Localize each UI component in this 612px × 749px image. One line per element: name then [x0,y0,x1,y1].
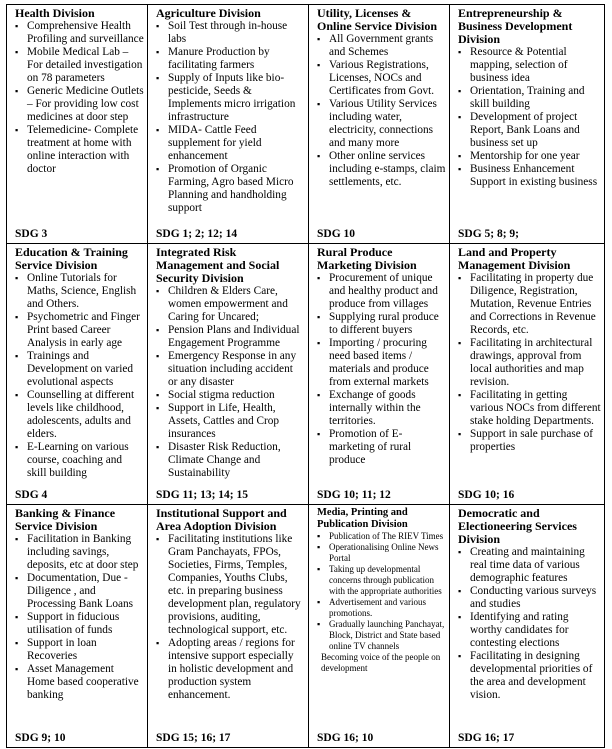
service-item: ▪ Support in fiducious utilisation of funds [27,611,144,637]
service-item: ▪ Supply of Inputs like bio-pesticide, Seeds & Implements micro irrigation infrastructure [168,72,305,124]
service-item: ▪ All Government grants and Schemes [329,33,446,59]
service-item: ▪ MIDA- Cattle Feed supplement for yield enhancement [168,124,305,163]
service-list [156,20,305,215]
service-item: ▪ Children & Elders Care, women empowerment and Caring for Uncared; [168,285,305,324]
service-item: ▪ Psychometric and Finger Print based Career Analysis in early age [27,311,144,350]
service-item: ▪ Importing / procuring need based items / materials and produce from external markets [329,337,446,389]
service-item: ▪ Facilitating in architectural drawings, approval from local authorities and map revision. [470,337,601,389]
sdg-label: SDG 3 [15,228,48,240]
division-cell-utility [309,5,450,244]
service-item: ▪ Gradually launching Panchayat, Block, District and State based online TV channels [329,619,446,652]
service-item: ▪ Taking up developmental concerns through publication with the appropriate authorities [329,564,446,597]
service-item: ▪ Generic Medicine Outlets – For providing low cost medicines at door step [27,85,144,124]
division-title: Agriculture Division [156,6,261,20]
table-row [7,5,605,244]
division-cell-democratic [450,505,605,748]
division-title: Democratic and Electioneering Services Division [458,506,577,546]
service-item: ▪ Operationalising Online News Portal [329,542,446,564]
service-item: ▪ Disaster Risk Reduction, Climate Change and Sustainability [168,441,305,480]
service-item: ▪ Resource & Potential mapping, selection of business idea [470,46,601,85]
service-list [156,285,305,480]
service-list [156,533,305,702]
service-item: ▪ Development of project Report, Bank Loans and business set up [470,111,601,150]
division-title: Banking & Finance Service Division [15,506,116,533]
service-list [15,272,144,480]
service-item: ▪ Facilitating in getting various NOCs from different stake holding Departments. [470,389,601,428]
division-cell-education [7,244,148,505]
service-item: ▪ Soil Test through in-house labs [168,20,305,46]
service-list [458,46,601,189]
service-list [458,272,601,454]
service-item: ▪ Trainings and Development on varied evolutional aspects [27,350,144,389]
service-list [458,546,601,702]
service-item: ▪ Various Utility Services including water, electricity, connections and many more [329,98,446,150]
sdg-label: SDG 15; 16; 17 [156,732,231,744]
sdg-label: SDG 16; 17 [458,732,515,744]
service-item: ▪ Comprehensive Health Profiling and surveillance [27,20,144,46]
division-title: Land and Property Management Division [458,245,571,272]
service-list [317,272,446,467]
division-title: Health Division [15,6,95,20]
service-item: ▪ Pension Plans and Individual Engagement Programme [168,324,305,350]
service-item: ▪ Online Tutorials for Maths, Science, English and Others. [27,272,144,311]
service-item: ▪ Other online services including e-stamps, claim settlements, etc. [329,150,446,189]
service-item: ▪ Support in loan Recoveries [27,637,144,663]
sdg-label: SDG 9; 10 [15,732,66,744]
service-item: ▪ Support in Life, Health, Assets, Cattles and Crop insurances [168,402,305,441]
service-item: ▪ Counselling at different levels like childhood, adolescents, adults and elders. [27,389,144,441]
note-text: Becoming voice of the people on development [321,652,441,673]
table-row [7,505,605,748]
service-item: ▪ Creating and maintaining real time data of various demographic features [470,546,601,585]
service-item: ▪ Facilitating in property due Diligence, Registration, Mutation, Revenue Entries and Corrections in Revenue Records, etc. [470,272,601,337]
sdg-label: SDG 11; 13; 14; 15 [156,489,248,501]
service-item: ▪ Emergency Response in any situation including accident or any disaster [168,350,305,389]
divisions-table [6,4,605,748]
service-item: ▪ Various Registrations, Licenses, NOCs and Certificates from Govt. [329,59,446,98]
service-list [15,20,144,176]
division-cell-media [309,505,450,748]
service-item: ▪ Facilitating in designing developmental priorities of the area and development vision. [470,650,601,702]
division-cell-entrepreneurship [450,5,605,244]
division-title: Rural Produce Marketing Division [317,245,417,272]
service-item: ▪ Advertisement and various promotions. [329,597,446,619]
service-item: ▪ Promotion of Organic Farming, Agro based Micro Planning and handholding support [168,163,305,215]
sdg-label: SDG 10; 16 [458,489,515,501]
service-item: ▪ Manure Production by facilitating farmers [168,46,305,72]
table-row [7,244,605,505]
sdg-label: SDG 1; 2; 12; 14 [156,228,238,240]
division-title: Integrated Risk Management and Social Security Division [156,245,280,285]
divisions-document [6,4,604,744]
service-item: ▪ Procurement of unique and healthy product and produce from villages [329,272,446,311]
division-cell-health [7,5,148,244]
service-item: ▪ Asset Management Home based cooperative banking [27,663,144,702]
service-item: ▪ Mobile Medical Lab – For detailed investigation on 78 parameters [27,46,144,85]
service-list [317,531,446,652]
service-item: ▪ Social stigma reduction [168,389,305,402]
division-cell-banking [7,505,148,748]
division-title: Education & Training Service Division [15,245,128,272]
service-item: ▪ Orientation, Training and skill building [470,85,601,111]
service-item: ▪ Mentorship for one year [470,150,601,163]
service-list [317,33,446,189]
service-item: ▪ E-Learning on various course, coaching and skill building [27,441,144,480]
sdg-label: SDG 16; 10 [317,732,374,744]
division-cell-rural-marketing [309,244,450,505]
division-title: Entrepreneurship & Business Development Division [458,6,573,46]
service-item: ▪ Publication of The RIEV Times [329,531,446,542]
service-item: ▪ Facilitating institutions like Gram Panchayats, FPOs, Societies, Firms, Temples, Companies, Youths Clubs, etc. in preparing business development plan, regulatory provisions, auditing, technological support, etc. [168,533,305,637]
division-cell-risk-management [148,244,309,505]
division-cell-agriculture [148,5,309,244]
division-cell-land-property [450,244,605,505]
division-title: Media, Printing and Publication Division [317,507,408,530]
service-item: ▪ Adopting areas / regions for intensive support especially in holistic development and production system enhancement. [168,637,305,702]
division-title: Utility, Licenses & Online Service Division [317,6,437,33]
service-item: ▪ Business Enhancement Support in existing business [470,163,601,189]
service-item: ▪ Exchange of goods internally within the territories. [329,389,446,428]
sdg-label: SDG 10 [317,228,356,240]
sdg-label: SDG 5; 8; 9; [458,228,520,240]
service-item: ▪ Facilitation in Banking including savings, deposits, etc at door step [27,533,144,572]
sdg-label: SDG 4 [15,489,48,501]
division-cell-institutional [148,505,309,748]
service-item: ▪ Identifying and rating worthy candidates for contesting elections [470,611,601,650]
service-item: ▪ Supplying rural produce to different buyers [329,311,446,337]
service-item: ▪ Support in sale purchase of properties [470,428,601,454]
service-item: ▪ Promotion of E-marketing of rural produce [329,428,446,467]
service-item: ▪ Conducting various surveys and studies [470,585,601,611]
sdg-label: SDG 10; 11; 12 [317,489,391,501]
service-item: ▪ Telemedicine- Complete treatment at home with online interaction with doctor [27,124,144,176]
service-item: ▪ Documentation, Due -Diligence , and Processing Bank Loans [27,572,144,611]
service-list [15,533,144,702]
division-title: Institutional Support and Area Adoption Division [156,506,287,533]
